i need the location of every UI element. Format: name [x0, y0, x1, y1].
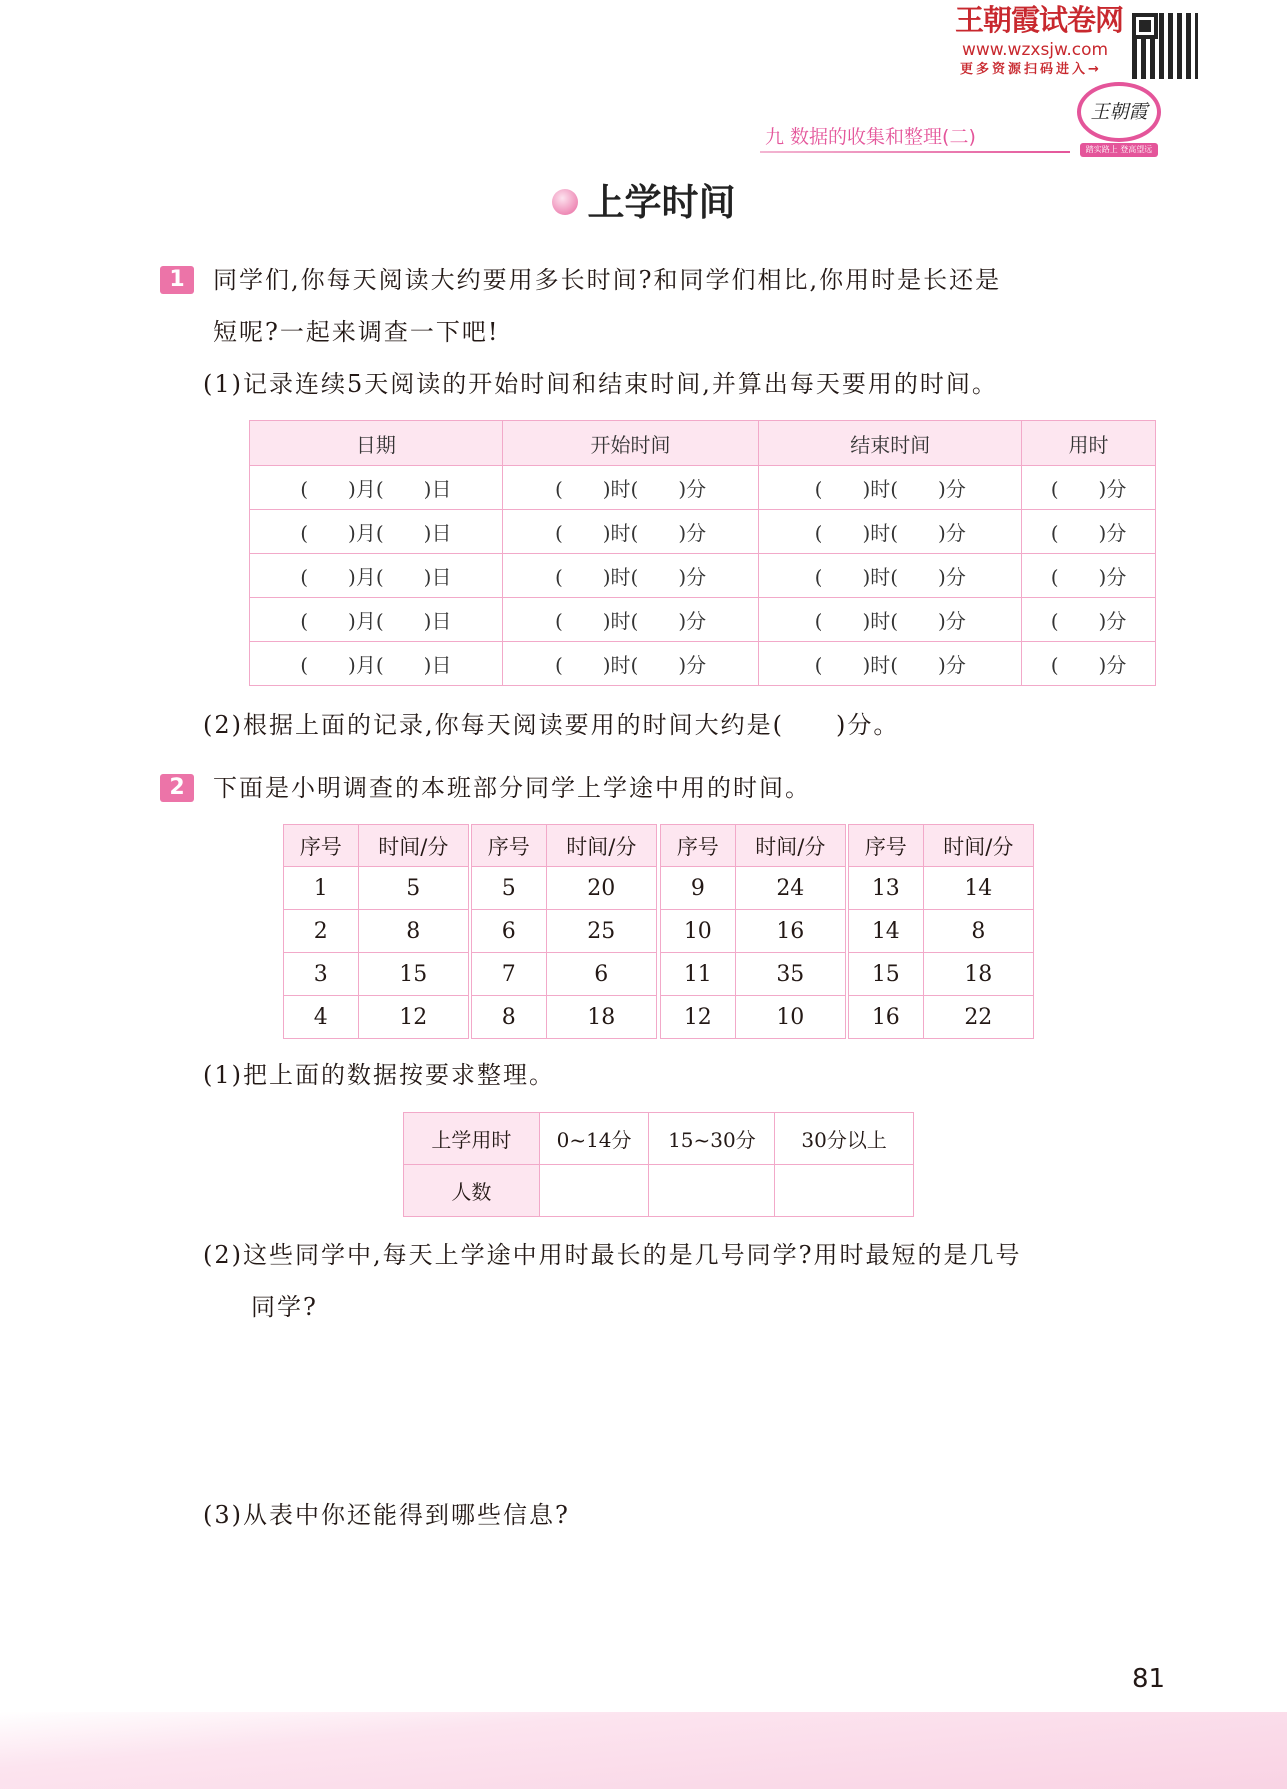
table-row: [661, 953, 846, 996]
count-input-30-plus[interactable]: [775, 1165, 914, 1217]
student-id: 9: [661, 867, 736, 910]
record-cell[interactable]: ( )月( )日: [250, 642, 503, 686]
sort-range-30-plus: 30分以上: [775, 1113, 914, 1165]
table-row: [284, 867, 469, 910]
q2-part3: (3)从表中你还能得到哪些信息?: [203, 1501, 570, 1529]
commute-minutes: 35: [735, 953, 845, 996]
table-row: [661, 867, 846, 910]
brand-url[interactable]: www.wzxsjw.com: [962, 40, 1109, 60]
record-cell[interactable]: ( )时( )分: [502, 554, 759, 598]
table-row: [472, 867, 657, 910]
table-row: [250, 510, 1156, 554]
student-id: 4: [284, 996, 359, 1039]
sort-count-label: 人数: [404, 1165, 540, 1217]
q1-part1: (1)记录连续5天阅读的开始时间和结束时间,并算出每天要用的时间。: [203, 370, 998, 398]
sort-header-label: 上学用时: [404, 1113, 540, 1165]
record-header: 用时: [1022, 421, 1156, 466]
commute-minutes: 24: [735, 867, 845, 910]
record-cell[interactable]: ( )月( )日: [250, 466, 503, 510]
record-cell[interactable]: ( )分: [1022, 466, 1156, 510]
commute-minutes: 18: [923, 953, 1033, 996]
sorting-table: [403, 1112, 914, 1217]
header-time: 时间/分: [923, 825, 1033, 867]
footer-band: [0, 1712, 1287, 1789]
chapter-heading: 九 数据的收集和整理(二): [765, 126, 976, 148]
title-bullet-icon: [552, 189, 578, 215]
record-cell[interactable]: ( )时( )分: [759, 466, 1022, 510]
commute-minutes: 18: [546, 996, 656, 1039]
table-row: [661, 996, 846, 1039]
q2-part1: (1)把上面的数据按要求整理。: [203, 1061, 555, 1089]
table-row: [472, 910, 657, 953]
sort-range-15-30: 15~30分: [649, 1113, 775, 1165]
commute-minutes: 5: [358, 867, 468, 910]
table-row: [284, 953, 469, 996]
record-header: 结束时间: [759, 421, 1022, 466]
seal-logo: 王朝霞: [1077, 82, 1161, 142]
question-2-badge: 2: [160, 774, 194, 802]
brand-logo: 王朝霞试卷网: [955, 3, 1124, 37]
commute-table-group: [471, 824, 657, 1039]
commute-minutes: 20: [546, 867, 656, 910]
record-cell[interactable]: ( )时( )分: [502, 642, 759, 686]
commute-table-group: [283, 824, 469, 1039]
student-id: 14: [849, 910, 924, 953]
record-cell[interactable]: ( )时( )分: [759, 642, 1022, 686]
count-input-15-30[interactable]: [649, 1165, 775, 1217]
table-row: [472, 953, 657, 996]
table-row: [284, 996, 469, 1039]
student-id: 3: [284, 953, 359, 996]
record-cell[interactable]: ( )时( )分: [502, 510, 759, 554]
student-id: 6: [472, 910, 547, 953]
student-id: 11: [661, 953, 736, 996]
table-row: [284, 910, 469, 953]
commute-minutes: 6: [546, 953, 656, 996]
table-row: [472, 996, 657, 1039]
commute-minutes: 15: [358, 953, 468, 996]
page-title: [0, 180, 1287, 226]
table-row: [250, 554, 1156, 598]
commute-minutes: 22: [923, 996, 1033, 1039]
commute-minutes: 8: [923, 910, 1033, 953]
qr-code-icon: [1132, 13, 1198, 79]
table-row: [849, 910, 1034, 953]
seal-ribbon: 踏实路上 登高望远: [1080, 143, 1158, 157]
record-cell[interactable]: ( )分: [1022, 598, 1156, 642]
student-id: 12: [661, 996, 736, 1039]
student-id: 15: [849, 953, 924, 996]
header-time: 时间/分: [735, 825, 845, 867]
header-time: 时间/分: [358, 825, 468, 867]
chapter-underline: [760, 151, 1070, 153]
record-cell[interactable]: ( )分: [1022, 510, 1156, 554]
count-input-0-14[interactable]: [539, 1165, 649, 1217]
header-id: 序号: [472, 825, 547, 867]
commute-minutes: 10: [735, 996, 845, 1039]
record-cell[interactable]: ( )分: [1022, 642, 1156, 686]
record-cell[interactable]: ( )月( )日: [250, 510, 503, 554]
table-row: [250, 598, 1156, 642]
commute-minutes: 14: [923, 867, 1033, 910]
record-cell[interactable]: ( )时( )分: [759, 510, 1022, 554]
student-id: 10: [661, 910, 736, 953]
q2-part2-line1: (2)这些同学中,每天上学途中用时最长的是几号同学?用时最短的是几号: [203, 1241, 1022, 1269]
record-cell[interactable]: ( )时( )分: [759, 598, 1022, 642]
record-cell[interactable]: ( )时( )分: [759, 554, 1022, 598]
question-1-badge: 1: [160, 266, 194, 294]
header-id: 序号: [849, 825, 924, 867]
page-number: 81: [1132, 1664, 1166, 1694]
table-row: [661, 910, 846, 953]
table-row: [250, 642, 1156, 686]
record-header: 开始时间: [502, 421, 759, 466]
commute-minutes: 25: [546, 910, 656, 953]
q2-intro: 下面是小明调查的本班部分同学上学途中用的时间。: [213, 774, 811, 802]
record-header: 日期: [250, 421, 503, 466]
header-time: 时间/分: [546, 825, 656, 867]
student-id: 2: [284, 910, 359, 953]
record-cell[interactable]: ( )月( )日: [250, 598, 503, 642]
q1-line2: 短呢?一起来调查一下吧!: [213, 318, 500, 346]
sort-range-0-14: 0~14分: [539, 1113, 649, 1165]
record-cell[interactable]: ( )月( )日: [250, 554, 503, 598]
student-id: 7: [472, 953, 547, 996]
record-cell[interactable]: ( )时( )分: [502, 598, 759, 642]
page-title-text: 上学时间: [587, 181, 736, 224]
commute-table-group: [660, 824, 846, 1039]
q1-part2: (2)根据上面的记录,你每天阅读要用的时间大约是( )分。: [203, 711, 900, 739]
header-id: 序号: [661, 825, 736, 867]
commute-minutes: 16: [735, 910, 845, 953]
commute-table-group: [848, 824, 1034, 1039]
table-row: [849, 953, 1034, 996]
student-id: 5: [472, 867, 547, 910]
header-id: 序号: [284, 825, 359, 867]
record-cell[interactable]: ( )分: [1022, 554, 1156, 598]
table-row: [849, 996, 1034, 1039]
commute-minutes: 12: [358, 996, 468, 1039]
q2-part2-line2: 同学?: [251, 1293, 318, 1321]
student-id: 13: [849, 867, 924, 910]
table-row: [849, 867, 1034, 910]
table-row: [250, 466, 1156, 510]
student-id: 8: [472, 996, 547, 1039]
record-cell[interactable]: ( )时( )分: [502, 466, 759, 510]
student-id: 1: [284, 867, 359, 910]
commute-minutes: 8: [358, 910, 468, 953]
student-id: 16: [849, 996, 924, 1039]
reading-record-table: [249, 420, 1156, 686]
q1-line1: 同学们,你每天阅读大约要用多长时间?和同学们相比,你用时是长还是: [213, 266, 1002, 294]
brand-more: 更多资源扫码进入→: [960, 62, 1102, 77]
